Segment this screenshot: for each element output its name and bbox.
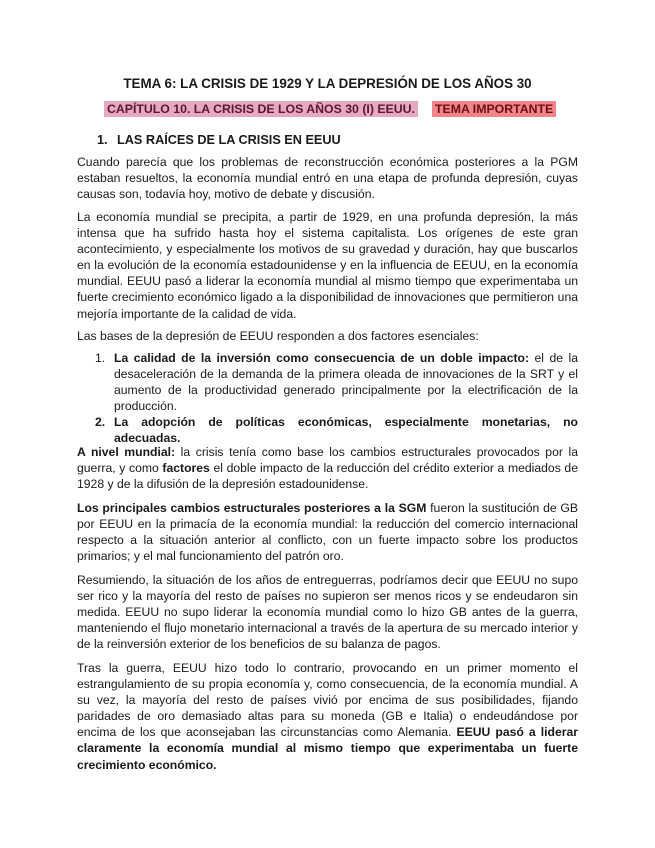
list-item-bold: La calidad de la inversión como consecuencia de un doble impacto: — [114, 351, 530, 365]
section-number: 1. — [97, 133, 108, 147]
paragraph-4 — [77, 444, 578, 492]
p7-bold-1: EEUU pasó a liderar claramente la economía mundial al mismo tiempo que experimentaba un fuerte crecimiento económico. — [77, 725, 578, 772]
paragraph-7 — [77, 660, 578, 773]
p7-text-1: Tras la guerra, EEUU hizo todo lo contrario, provocando en un primer momento el estrangulamiento de su propia economía y, como consecuencia, de la economía mundial. A su vez, la mayoría del resto de países vivió por encima de sus posibilidades, fijando paridades de oro demasiado altas para su moneda (GB e Italia) o endeudándose por encima de los que aconsejaban las circunstancias como Alemania. — [77, 661, 578, 740]
p5-bold-1: Los principales cambios estructurales posteriores a la SGM — [77, 501, 427, 515]
paragraph-1: Cuando parecía que los problemas de reconstrucción económica posteriores a la PGM estaban resueltos, la economía mundial entró en una etapa de profunda depresión, cuyas causas son, todavía hoy, motivo de debate y discusión. — [77, 155, 578, 202]
list-item-bold: La adopción de políticas económicas, especialmente monetarias, no adecuadas. — [114, 415, 578, 446]
important-tag: TEMA IMPORTANTE — [432, 101, 556, 117]
paragraph-5 — [77, 500, 578, 564]
list-item — [77, 350, 578, 414]
p5-text-1: fueron la sustitución de GB por EEUU en la primacía de la economía mundial: la reducción del comercio internacional respecto a la situación anterior al conflicto, con un fuerte impacto sobre los productos primarios; y el mal funcionamiento del patrón oro. — [77, 501, 578, 564]
list-item-number: 1. — [95, 351, 106, 365]
p4-bold-2: factores — [162, 461, 210, 476]
section-title: LAS RAÍCES DE LA CRISIS EN EEUU — [117, 133, 341, 147]
p4-text-2: el doble impacto de la reducción del crédito exterior a mediados de 1928 y de la difusión de la depresión estadounidense. — [77, 461, 578, 492]
p4-text-1: la crisis tenía como base los cambios estructurales provocados por la guerra, y como — [77, 445, 578, 476]
factors-list — [77, 350, 578, 447]
paragraph-2: La economía mundial se precipita, a partir de 1929, en una profunda depresión, la más intensa que ha sufrido hasta hoy el sistema capitalista. Los orígenes de este gran acontecimiento, y especialmente los motivos de su gravedad y duración, hay que buscarlos en la evolución de la economía estadounidense y en la influencia de EEUU, en la economía mundial. EEUU pasó a liderar la economía mundial al mismo tiempo que experimentaba un fuerte crecimiento económico ligado a la disponibilidad de innovaciones que permitieron una mejoría importante de la calidad de vida. — [77, 210, 578, 321]
list-item-number: 2. — [95, 415, 106, 430]
document-title: TEMA 6: LA CRISIS DE 1929 Y LA DEPRESIÓN DE LOS AÑOS 30 — [123, 76, 532, 91]
paragraph-3: Las bases de la depresión de EEUU responden a dos factores esenciales: — [77, 329, 479, 343]
chapter-label: CAPÍTULO 10. LA CRISIS DE LOS AÑOS 30 (I) EEUU. — [104, 101, 418, 117]
paragraph-6: Resumiendo, la situación de los años de entreguerras, podríamos decir que EEUU no supo ser rico y la mayoría del resto de países no supieron ser menos ricos y se endeudaron sin medida. EEUU no supo liderar la economía mundial como lo hizo GB antes de la guerra, manteniendo el flujo monetario internacional a través de la apertura de su mercado interior y de la reinversión exterior de los beneficios de su balanza de pagos. — [77, 573, 578, 652]
list-item — [77, 414, 578, 446]
p4-bold-1: A nivel mundial: — [77, 445, 176, 459]
section-heading — [97, 133, 341, 147]
list-item-text: el de la desaceleración de la demanda de la primera oleada de innovaciones de la SRT y el aumento de la productividad generado principalmente por la electrificación de la producción. — [114, 351, 578, 414]
